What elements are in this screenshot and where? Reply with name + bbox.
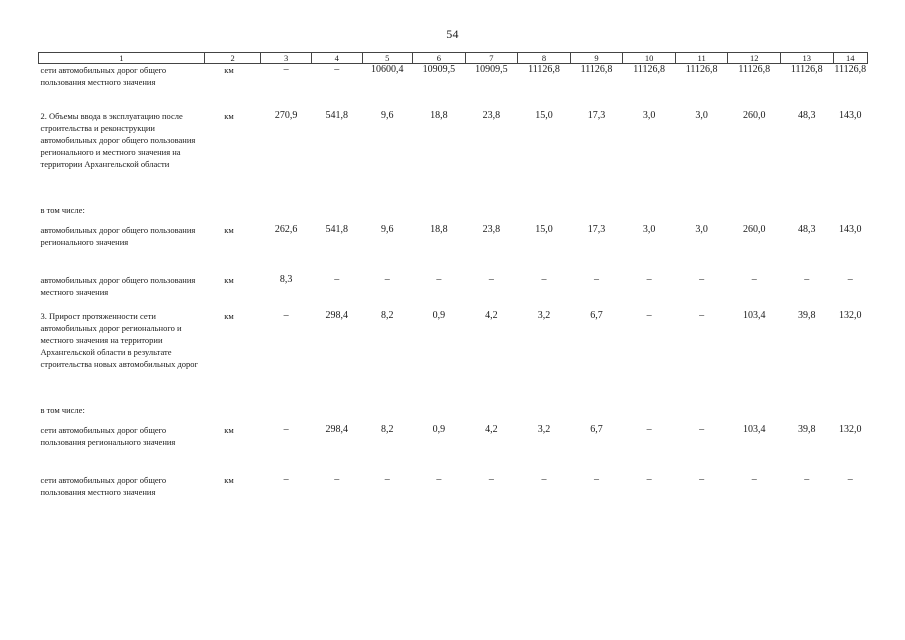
row-value: 541,8 [325,109,348,121]
row-value [675,204,728,224]
row-value: 143,0 [839,223,862,235]
row-label: сети автомобильных дорог общего пользования регионального значения [40,424,176,447]
table-row [39,474,868,514]
row-value: – [646,423,652,435]
column-header: 11 [675,53,728,64]
row-value [675,404,728,424]
row-value: – [646,273,652,285]
row-value: – [283,473,289,485]
row-unit: км [224,224,234,235]
row-value: – [751,273,757,285]
row-label: сети автомобильных дорог общего пользования местного значения [40,474,167,497]
row-value: 3,0 [695,109,708,121]
row-value: 10909,5 [475,64,508,75]
row-value: – [804,273,810,285]
row-value [413,204,466,224]
row-label: 3. Прирост протяженности сети автомобильных дорог регионального и местного значения на территории Архангельской области в результате строительства новых автомобильных дорог [40,310,199,370]
table-row [39,310,868,404]
row-value: 48,3 [798,223,816,235]
row-unit [204,404,261,424]
row-value [518,204,571,224]
row-value: 262,6 [274,223,298,235]
row-value [728,404,781,424]
row-value [833,404,867,424]
row-value: 10600,4 [371,64,404,75]
row-value: 18,8 [430,109,448,121]
row-value: – [334,64,340,75]
row-value [465,404,518,424]
row-value: 541,8 [325,223,348,235]
row-value: 3,2 [537,309,551,321]
column-header: 6 [413,53,466,64]
row-value [728,204,781,224]
row-value: 0,9 [432,423,446,435]
row-unit [204,204,261,224]
row-unit: км [224,65,234,75]
row-value: 132,0 [839,423,862,435]
row-value: – [804,473,810,485]
row-value: 23,8 [482,223,501,235]
row-label: в том числе: [40,204,85,215]
row-value: 15,0 [535,109,553,121]
row-value: – [334,273,340,285]
row-value [833,204,867,224]
row-value [623,204,676,224]
row-value: 39,8 [798,309,816,321]
row-value [311,404,362,424]
row-value: 48,3 [798,109,816,121]
row-value: 9,6 [381,109,394,121]
row-value: – [283,423,289,435]
row-value: 10909,5 [422,64,456,75]
table-body [39,64,868,514]
row-value: 260,0 [742,223,766,235]
row-unit: км [224,274,234,285]
row-value: – [384,473,390,485]
row-value [413,404,466,424]
row-label: автомобильных дорог общего пользования местного значения [40,274,196,297]
row-value [261,204,312,224]
column-header: 13 [780,53,833,64]
row-value [362,204,413,224]
row-value: – [751,473,757,485]
row-value: – [488,273,494,285]
header-row [39,53,868,64]
row-value: 17,3 [587,223,606,235]
row-value: 6,7 [590,423,603,435]
row-value: 11126,8 [633,64,665,75]
row-value [362,404,413,424]
row-value: 103,4 [742,423,766,435]
table-row [39,204,868,224]
row-value: – [699,423,705,435]
row-value [518,404,571,424]
row-value: 11126,8 [790,64,823,75]
table-row [39,224,868,274]
row-value: 11126,8 [580,64,613,75]
row-value: – [436,473,442,485]
row-value: 4,2 [485,309,498,321]
column-header: 14 [833,53,867,64]
row-value: – [699,309,705,321]
row-value: – [847,473,853,485]
row-value: 11126,8 [685,64,718,75]
row-value: – [646,309,652,321]
row-value: – [488,473,494,485]
row-value: 9,6 [381,223,394,235]
row-unit: км [224,474,234,485]
row-value: 8,3 [279,273,293,285]
row-value: 23,8 [482,109,501,121]
row-value: – [334,473,340,485]
row-value: – [283,64,289,75]
row-value [780,404,833,424]
row-label: 2. Объемы ввода в эксплуатацию после строительства и реконструкции автомобильных дорог общего пользования регионального и местного значения на территории Архангельской области [40,110,196,170]
row-value: – [594,273,600,285]
row-value [570,204,623,224]
row-value: – [384,273,390,285]
row-value: 4,2 [485,423,498,435]
data-table [38,52,868,514]
column-header: 1 [39,53,205,64]
row-value: 8,2 [381,309,394,321]
row-value: – [436,273,442,285]
column-header: 5 [362,53,413,64]
row-value: 103,4 [742,309,766,321]
column-header: 9 [570,53,623,64]
row-value: 298,4 [325,309,348,321]
row-value: 0,9 [432,309,446,321]
row-value: – [541,273,547,285]
row-unit: км [224,110,234,121]
table-row [39,274,868,310]
row-value [780,204,833,224]
column-header: 8 [518,53,571,64]
table-row [39,64,868,110]
row-value [261,404,312,424]
row-unit: км [224,424,234,435]
row-label: автомобильных дорог общего пользования регионального значения [40,224,196,247]
row-value: 18,8 [430,223,448,235]
row-value: 11126,8 [834,64,867,75]
row-value: 3,2 [537,423,551,435]
column-header: 2 [204,53,261,64]
row-label: сети автомобильных дорог общего пользования местного значения [40,65,167,88]
column-header: 7 [465,53,518,64]
table-row [39,424,868,474]
row-unit: км [224,310,234,321]
row-value: 260,0 [742,109,766,121]
row-value: – [699,473,705,485]
row-value: – [594,473,600,485]
table-row [39,404,868,424]
row-value: 39,8 [798,423,816,435]
row-value [623,404,676,424]
row-value: 6,7 [590,309,603,321]
row-value: 132,0 [839,309,862,321]
row-value: 11126,8 [738,64,771,75]
row-value: – [699,273,705,285]
column-header: 4 [311,53,362,64]
row-value: 15,0 [535,223,553,235]
row-value: 3,0 [695,223,708,235]
column-header: 12 [728,53,781,64]
row-value: – [847,273,853,285]
page-number: 54 [446,27,459,41]
table-row [39,110,868,204]
row-label: в том числе: [40,404,85,415]
row-value: 270,9 [274,109,298,121]
row-value: – [646,473,652,485]
row-value: 8,2 [381,423,394,435]
row-value: – [541,473,547,485]
column-header: 10 [623,53,676,64]
row-value: 11126,8 [528,64,560,75]
row-value: 3,0 [642,109,656,121]
row-value: 143,0 [839,109,862,121]
row-value: 298,4 [325,423,348,435]
row-value: 3,0 [642,223,656,235]
row-value [570,404,623,424]
row-value [465,204,518,224]
column-header: 3 [261,53,312,64]
row-value [311,204,362,224]
row-value: 17,3 [587,109,606,121]
row-value: – [283,309,289,321]
